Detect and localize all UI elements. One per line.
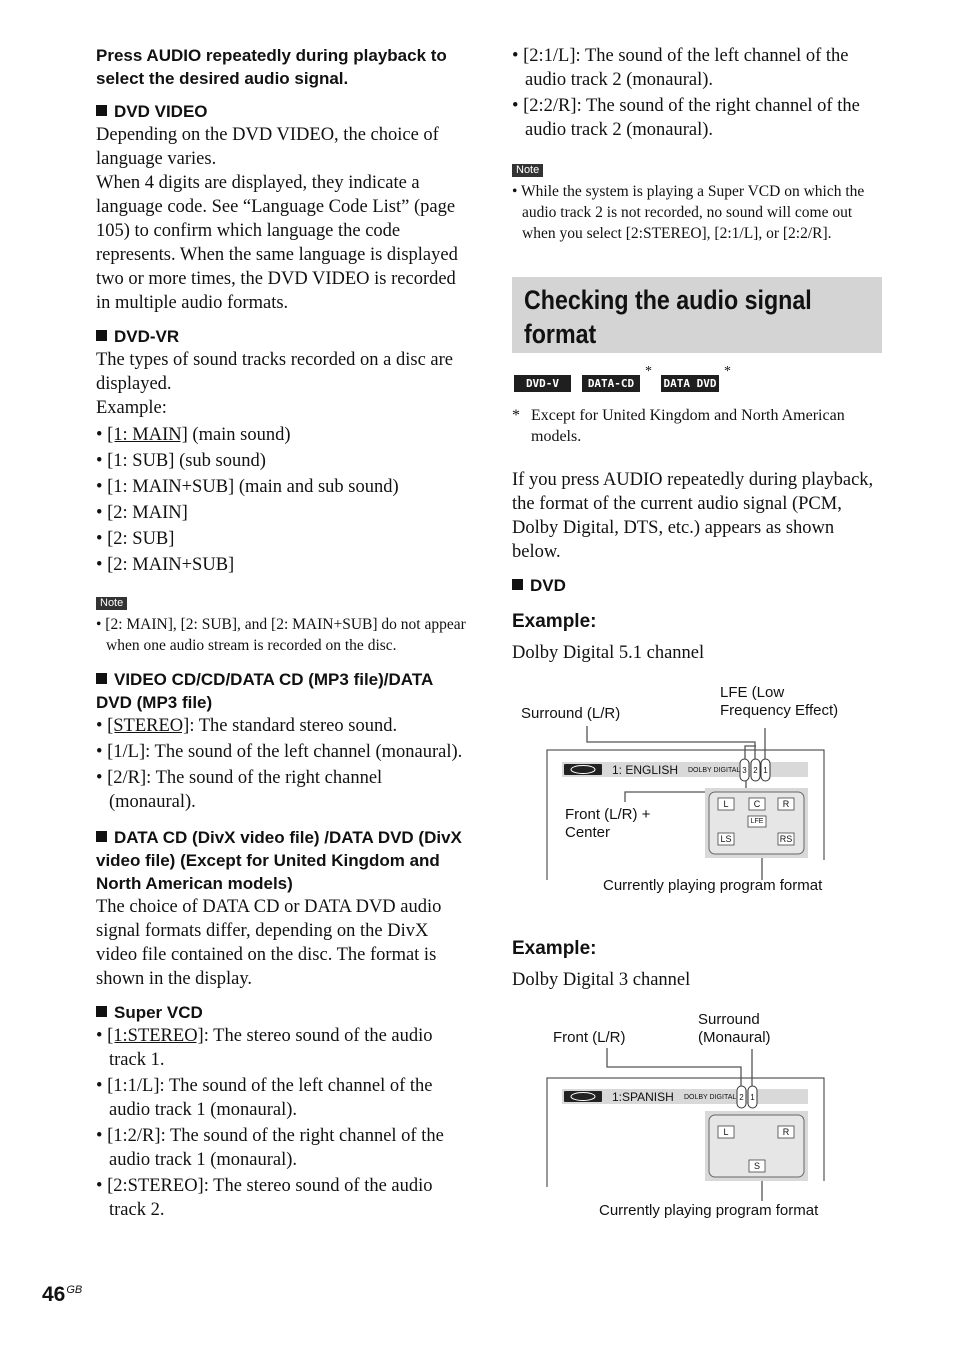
list-item: • [1: MAIN] (main sound) (96, 425, 291, 445)
left-column (96, 44, 468, 1224)
list-item: • [2: MAIN+SUB] (96, 555, 235, 575)
note-label: Note (512, 164, 543, 177)
diagram-dolby-5-1 (512, 680, 884, 900)
speaker-l: L (723, 1127, 729, 1137)
list-item: • [2/R]: The sound of the right channel (monaural). (96, 768, 383, 812)
list-item: • [1:STEREO]: The stereo sound of the audio track 1. (96, 1026, 433, 1070)
note-label: Note (96, 597, 127, 610)
list-item: • [1: SUB] (sub sound) (96, 451, 266, 471)
speaker-l: L (723, 799, 729, 809)
digit-2: 2 (739, 1093, 744, 1102)
speaker-rs: RS (779, 834, 793, 844)
square-bullet-icon (96, 1006, 107, 1017)
note-text: • While the system is playing a Super VCD on which the audio track 2 is not recorded, no sound will come out when you select [2:STEREO], [2:1/L], or [2:2/R]. (512, 183, 865, 242)
footnote-star: * (512, 407, 520, 424)
list-item: • [2: SUB] (96, 529, 175, 549)
intro-block (512, 468, 884, 597)
label-front: Front (L/R) (553, 1029, 626, 1046)
label-surround-monaural: Surround (Monaural) (698, 1011, 771, 1046)
heading-super-vcd: Super VCD (96, 1001, 468, 1024)
heading-divx: DATA CD (DivX video file) /DATA DVD (DivX video file) (Except for United Kingdom and North American models) (96, 828, 462, 893)
display-track-text: 1: ENGLISH (612, 763, 679, 777)
digit-1: 1 (750, 1093, 755, 1102)
list-item: • [2:STEREO]: The stereo sound of the audio track 2. (96, 1176, 433, 1220)
svcd-list-continued (512, 44, 884, 142)
digit-2: 2 (753, 766, 758, 775)
dvd-video-p1: Depending on the DVD VIDEO, the choice of language varies. (96, 125, 439, 169)
speaker-s: S (753, 1161, 760, 1171)
badge-data-dvd: DATA DVD (661, 375, 719, 392)
speaker-r: R (782, 799, 790, 809)
badge-dvd-v: DVD-V (514, 375, 571, 392)
square-bullet-icon (96, 673, 107, 684)
example-1-label: Example: (512, 611, 597, 632)
caption-program-format: Currently playing program format (599, 1202, 819, 1219)
list-item: • [1:1/L]: The sound of the left channel of the audio track 1 (monaural). (96, 1076, 433, 1120)
display-format-text: DOLBY DIGITAL (688, 767, 741, 774)
square-bullet-icon (96, 105, 107, 116)
asterisk: * (724, 364, 731, 379)
dvd-video-p2: When 4 digits are displayed, they indicate a language code. See “Language Code List” (page 105) to confirm which language the code represents. When the same language is displayed two or more times, the DVD VIDEO is recorded in multiple audio formats. (96, 173, 458, 313)
label-surround: Surround (L/R) (521, 705, 621, 722)
speaker-lfe: LFE (750, 818, 764, 825)
svcd-list (96, 1024, 468, 1222)
label-lfe: LFE (Low Frequency Effect) (720, 684, 839, 719)
section-title: Checking the audio signal format (524, 285, 812, 349)
heading-dvd-video: DVD VIDEO (96, 100, 468, 123)
display-track-text: 1:SPANISH (612, 1090, 674, 1104)
list-item: • [2:1/L]: The sound of the left channel of the audio track 2 (monaural). (512, 46, 849, 90)
digit-3: 3 (742, 766, 747, 775)
note-block (512, 160, 884, 244)
speaker-c: C (753, 799, 761, 809)
heading-dvd: DVD (512, 574, 884, 597)
list-item: • [1:2/R]: The sound of the right channel of the audio track 1 (monaural). (96, 1126, 444, 1170)
heading-dvd-vr: DVD-VR (96, 325, 468, 348)
lead-instruction: Press AUDIO repeatedly during playback to select the desired audio signal. (96, 46, 447, 88)
list-item: • [1: MAIN+SUB] (main and sub sound) (96, 477, 399, 497)
badge-data-cd: DATA-CD (582, 375, 640, 392)
caption-program-format: Currently playing program format (603, 877, 823, 894)
display-format-text: DOLBY DIGITAL (684, 1094, 737, 1101)
right-column (512, 44, 884, 244)
dvd-vr-p1: The types of sound tracks recorded on a disc are displayed. (96, 350, 454, 394)
intro-paragraph: If you press AUDIO repeatedly during playback, the format of the current audio signal (PCM, Dolby Digital, DTS, etc.) appears as shown below. (512, 470, 874, 562)
speaker-ls: LS (720, 834, 732, 844)
diagram-dolby-3 (512, 1005, 884, 1225)
divx-p1: The choice of DATA CD or DATA DVD audio signal formats differ, depending on the DivX video file contained on the disc. The format is shown in the display. (96, 897, 442, 989)
note-block (96, 593, 468, 656)
example-1-desc: Dolby Digital 5.1 channel (512, 643, 705, 663)
heading-vcd: VIDEO CD/CD/DATA CD (MP3 file)/DATA DVD (MP3 file) (96, 670, 433, 712)
digit-1: 1 (763, 766, 768, 775)
footnote-text: Except for United Kingdom and North American models. (531, 407, 845, 445)
footnote (512, 405, 884, 447)
example-2-desc: Dolby Digital 3 channel (512, 970, 691, 990)
section-title-box (512, 277, 882, 353)
square-bullet-icon (96, 330, 107, 341)
square-bullet-icon (96, 831, 107, 842)
list-item: • [2: MAIN] (96, 503, 188, 523)
square-bullet-icon (512, 579, 523, 590)
list-item: • [1/L]: The sound of the left channel (monaural). (96, 742, 463, 762)
page-suffix: GB (66, 1284, 83, 1296)
note-text: • [2: MAIN], [2: SUB], and [2: MAIN+SUB] do not appear when one audio stream is recorded on the disc. (96, 616, 466, 654)
asterisk: * (645, 364, 652, 379)
example-2-label: Example: (512, 938, 597, 959)
dvd-vr-list (96, 423, 468, 577)
page-number: $46^{GB}$ (42, 1283, 83, 1306)
vcd-list (96, 714, 468, 814)
list-item: • [STEREO]: The standard stereo sound. (96, 716, 398, 736)
label-front-center: Front (L/R) + Center (565, 806, 651, 841)
dvd-vr-p2: Example: (96, 398, 167, 418)
speaker-r: R (782, 1127, 790, 1137)
list-item: • [2:2/R]: The sound of the right channel of the audio track 2 (monaural). (512, 96, 860, 140)
